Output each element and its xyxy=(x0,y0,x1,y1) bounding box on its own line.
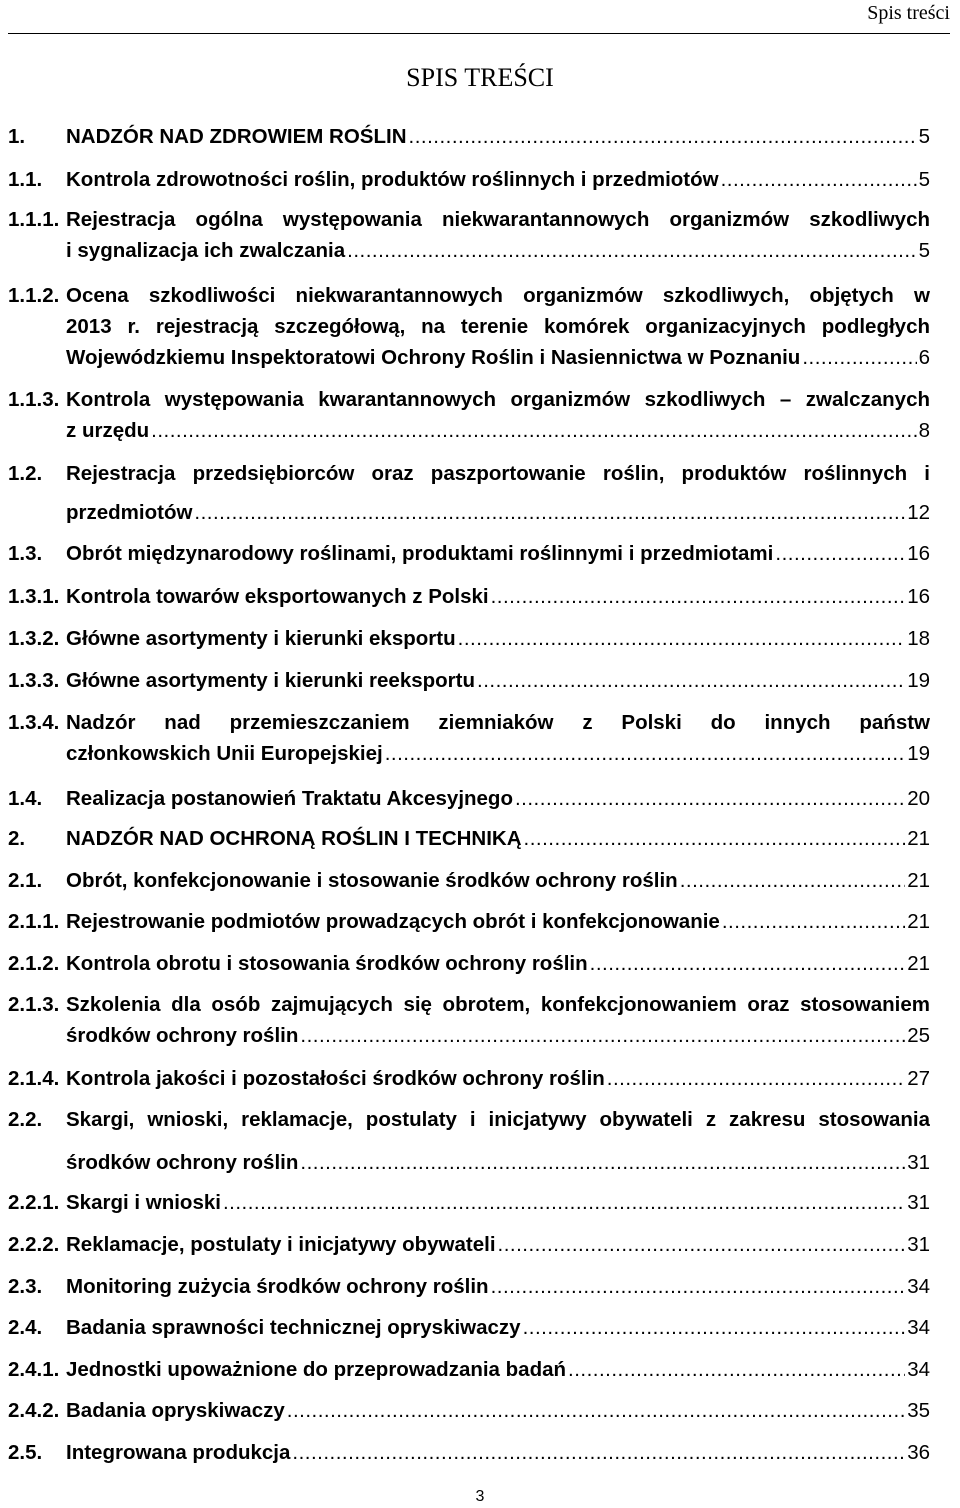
toc-entry-line xyxy=(66,498,930,527)
toc-entry-page: 34 xyxy=(907,1316,930,1339)
toc-entry-number: 2.2. xyxy=(8,1108,43,1131)
toc-entry-line xyxy=(66,1021,930,1050)
toc-entry-line xyxy=(66,122,930,151)
toc-entry-line xyxy=(66,1272,930,1301)
toc-entry-line xyxy=(66,1230,930,1259)
toc-entry[interactable] xyxy=(8,281,930,374)
toc-entry-number: 1.1.3. xyxy=(8,388,60,411)
toc-entry-page: 19 xyxy=(907,669,930,692)
toc-entry-line xyxy=(66,236,930,265)
toc-entry-title: z urzędu xyxy=(66,419,150,442)
toc-entry-title: NADZÓR NAD ZDROWIEM ROŚLIN xyxy=(66,125,407,148)
toc-entry-title: Reklamacje, postulaty i inicjatywy obywateli xyxy=(66,1233,496,1256)
toc-entry-line xyxy=(66,666,930,695)
toc-entry-number: 1.1.1. xyxy=(8,208,60,231)
toc-entry-page: 36 xyxy=(907,1441,930,1464)
toc-entry[interactable] xyxy=(8,1355,930,1386)
toc-entry[interactable] xyxy=(8,1230,930,1261)
toc-entry-line xyxy=(66,739,930,768)
toc-entry[interactable] xyxy=(8,1064,930,1095)
toc-entry[interactable] xyxy=(8,385,930,447)
toc-entry-title: członkowskich Unii Europejskiej xyxy=(66,742,383,765)
dot-leader xyxy=(194,498,905,527)
toc-entry-page: 20 xyxy=(907,787,930,810)
toc-entry-page: 21 xyxy=(907,827,930,850)
page-number: 3 xyxy=(475,1488,485,1505)
dot-leader xyxy=(515,784,905,813)
toc-entry-line xyxy=(66,907,930,936)
toc-entry-line: Ocena szkodliwości niekwarantannowych organizmów szkodliwych, objętych w xyxy=(66,284,930,307)
toc-entry-line xyxy=(66,416,930,445)
toc-entry-title: Główne asortymenty i kierunki reeksportu xyxy=(66,669,475,692)
toc-entry-line xyxy=(66,1148,930,1177)
toc-entry-title: przedmiotów xyxy=(66,501,193,524)
dot-leader xyxy=(524,824,906,853)
toc-entry[interactable] xyxy=(8,907,930,938)
toc-entry-title: Integrowana produkcja xyxy=(66,1441,291,1464)
toc-entry[interactable] xyxy=(8,866,930,897)
page-title: SPIS TREŚCI xyxy=(406,63,554,92)
toc-entry-line xyxy=(66,539,930,568)
toc-entry-number: 2.4.2. xyxy=(8,1399,60,1422)
toc-entry[interactable] xyxy=(8,624,930,655)
toc-entry-line xyxy=(66,1355,930,1384)
toc-entry-number: 1.3.3. xyxy=(8,669,60,692)
dot-leader xyxy=(300,1021,905,1050)
toc-entry[interactable] xyxy=(8,582,930,613)
toc-entry-title: Wojewódzkiemu Inspektoratowi Ochrony Roślin i Nasiennictwa w Poznaniu xyxy=(66,346,801,369)
dot-leader xyxy=(722,907,905,936)
toc-entry-line: Szkolenia dla osób zajmujących się obrotem, konfekcjonowaniem oraz stosowaniem xyxy=(66,993,930,1016)
toc-entry-title: i sygnalizacja ich zwalczania xyxy=(66,239,346,262)
toc-entry[interactable] xyxy=(8,459,930,529)
toc-entry-title: Jednostki upoważnione do przeprowadzania badań xyxy=(66,1358,567,1381)
toc-entry-page: 6 xyxy=(918,346,930,369)
toc-entry-title: Realizacja postanowień Traktatu Akcesyjnego xyxy=(66,787,513,810)
toc-entry-number: 2. xyxy=(8,827,26,850)
dot-leader xyxy=(721,165,917,194)
toc-entry-line: Nadzór nad przemieszczaniem ziemniaków z Polski do innych państw xyxy=(66,711,930,734)
toc-entry-line xyxy=(66,1438,930,1467)
dot-leader xyxy=(300,1148,905,1177)
toc-entry-page: 5 xyxy=(918,239,930,262)
toc-entry-number: 1.2. xyxy=(8,462,43,485)
toc-entry-line xyxy=(66,866,930,895)
dot-leader xyxy=(385,739,905,768)
toc-entry-line: 2013 r. rejestracją szczegółową, na terenie komórek organizacyjnych podległych xyxy=(66,315,930,338)
toc-entry-title: środków ochrony roślin xyxy=(66,1151,299,1174)
toc-entry-title: Kontrola obrotu i stosowania środków ochrony roślin xyxy=(66,952,588,975)
toc-entry-number: 2.1. xyxy=(8,869,43,892)
dot-leader xyxy=(491,1272,906,1301)
toc-entry[interactable] xyxy=(8,949,930,980)
toc-entry[interactable] xyxy=(8,666,930,697)
toc-entry-page: 16 xyxy=(907,585,930,608)
toc-entry-line xyxy=(66,624,930,653)
dot-leader xyxy=(409,122,917,151)
toc-entry[interactable] xyxy=(8,1272,930,1303)
toc-entry-number: 2.2.2. xyxy=(8,1233,60,1256)
toc-entry-line xyxy=(66,165,930,194)
toc-entry-title: Monitoring zużycia środków ochrony roślin xyxy=(66,1275,489,1298)
dot-leader xyxy=(347,236,916,265)
dot-leader xyxy=(151,416,916,445)
toc-entry[interactable] xyxy=(8,1105,930,1179)
toc-entry-line xyxy=(66,1396,930,1425)
toc-entry-number: 2.1.2. xyxy=(8,952,60,975)
toc-entry-number: 1.3. xyxy=(8,542,43,565)
toc-entry-page: 12 xyxy=(907,501,930,524)
toc-entry-number: 2.3. xyxy=(8,1275,43,1298)
toc-entry-page: 31 xyxy=(907,1191,930,1214)
toc-entry[interactable] xyxy=(8,122,930,153)
dot-leader xyxy=(607,1064,905,1093)
toc-entry-title: środków ochrony roślin xyxy=(66,1024,299,1047)
toc-entry-line xyxy=(66,824,930,853)
toc-entry-page: 19 xyxy=(907,742,930,765)
toc-entry-number: 2.4. xyxy=(8,1316,43,1339)
dot-leader xyxy=(590,949,906,978)
toc-entry[interactable] xyxy=(8,708,930,770)
toc-entry[interactable] xyxy=(8,165,930,196)
toc-entry-page: 31 xyxy=(907,1233,930,1256)
toc-entry-title: Główne asortymenty i kierunki eksportu xyxy=(66,627,456,650)
toc-entry-number: 2.1.4. xyxy=(8,1067,60,1090)
toc-entry-number: 2.4.1. xyxy=(8,1358,60,1381)
toc-entry[interactable] xyxy=(8,1313,930,1344)
toc-entry-title: Obrót, konfekcjonowanie i stosowanie środków ochrony roślin xyxy=(66,869,678,892)
dot-leader xyxy=(802,343,916,372)
toc-entry[interactable] xyxy=(8,1396,930,1427)
dot-leader xyxy=(292,1438,905,1467)
toc-entry-page: 25 xyxy=(907,1024,930,1047)
dot-leader xyxy=(523,1313,906,1342)
dot-leader xyxy=(287,1396,905,1425)
toc-entry-title: Kontrola towarów eksportowanych z Polski xyxy=(66,585,489,608)
toc-entry-title: NADZÓR NAD OCHRONĄ ROŚLIN I TECHNIKĄ xyxy=(66,827,522,850)
toc-entry-title: Obrót międzynarodowy roślinami, produktami roślinnymi i przedmiotami xyxy=(66,542,774,565)
dot-leader xyxy=(458,624,906,653)
toc-entry-page: 5 xyxy=(918,125,930,148)
toc-entry-page: 18 xyxy=(907,627,930,650)
toc-entry-number: 1.3.1. xyxy=(8,585,60,608)
toc-entry-number: 1.1.2. xyxy=(8,284,60,307)
toc-entry-page: 34 xyxy=(907,1358,930,1381)
toc-entry-page: 21 xyxy=(907,869,930,892)
toc-entry-line: Rejestracja przedsiębiorców oraz paszportowanie roślin, produktów roślinnych i xyxy=(66,462,930,485)
toc-entry-number: 2.1.1. xyxy=(8,910,60,933)
dot-leader xyxy=(223,1188,905,1217)
dot-leader xyxy=(775,539,905,568)
dot-leader xyxy=(498,1230,906,1259)
running-header-title: Spis treści xyxy=(867,2,950,24)
toc-entry-number: 1.1. xyxy=(8,168,43,191)
toc-entry-title: Badania sprawności technicznej opryskiwaczy xyxy=(66,1316,521,1339)
toc-entry-page: 5 xyxy=(918,168,930,191)
toc-entry-line: Rejestracja ogólna występowania niekwarantannowych organizmów szkodliwych xyxy=(66,208,930,231)
toc-entry-number: 2.1.3. xyxy=(8,993,60,1016)
dot-leader xyxy=(491,582,906,611)
toc-entry-page: 35 xyxy=(907,1399,930,1422)
toc-entry[interactable] xyxy=(8,784,930,815)
dot-leader xyxy=(477,666,905,695)
toc-entry-line xyxy=(66,1313,930,1342)
toc-entry-page: 21 xyxy=(907,952,930,975)
toc-entry-title: Kontrola zdrowotności roślin, produktów roślinnych i przedmiotów xyxy=(66,168,719,191)
toc-entry-page: 27 xyxy=(907,1067,930,1090)
toc-entry-line xyxy=(66,343,930,372)
toc-entry-number: 1. xyxy=(8,125,26,148)
toc-entry-line xyxy=(66,1188,930,1217)
toc-entry-number: 2.5. xyxy=(8,1441,43,1464)
toc-entry[interactable] xyxy=(8,1188,930,1219)
toc-entry[interactable] xyxy=(8,990,930,1052)
toc-entry-line xyxy=(66,949,930,978)
toc-entry-line xyxy=(66,784,930,813)
toc-entry[interactable] xyxy=(8,539,930,570)
toc-entry[interactable] xyxy=(8,824,930,855)
toc-entry-page: 16 xyxy=(907,542,930,565)
toc-entry-page: 21 xyxy=(907,910,930,933)
toc-entry-title: Skargi i wnioski xyxy=(66,1191,221,1214)
toc-entry[interactable] xyxy=(8,205,930,267)
toc-entry-number: 2.2.1. xyxy=(8,1191,60,1214)
toc-entry-title: Badania opryskiwaczy xyxy=(66,1399,285,1422)
toc-entry-title: Rejestrowanie podmiotów prowadzących obrót i konfekcjonowanie xyxy=(66,910,720,933)
toc-entry-page: 8 xyxy=(918,419,930,442)
toc-entry-line xyxy=(66,582,930,611)
toc-entry-line xyxy=(66,1064,930,1093)
toc-entry-page: 31 xyxy=(907,1151,930,1174)
toc-entry-line: Skargi, wnioski, reklamacje, postulaty i inicjatywy obywateli z zakresu stosowania xyxy=(66,1108,930,1131)
toc-entry[interactable] xyxy=(8,1438,930,1469)
dot-leader xyxy=(568,1355,905,1384)
dot-leader xyxy=(680,866,906,895)
toc-entry-line: Kontrola występowania kwarantannowych organizmów szkodliwych – zwalczanych xyxy=(66,388,930,411)
toc-entry-number: 1.4. xyxy=(8,787,43,810)
toc-entry-number: 1.3.2. xyxy=(8,627,60,650)
toc-entry-number: 1.3.4. xyxy=(8,711,60,734)
toc-entry-page: 34 xyxy=(907,1275,930,1298)
toc-entry-title: Kontrola jakości i pozostałości środków ochrony roślin xyxy=(66,1067,605,1090)
